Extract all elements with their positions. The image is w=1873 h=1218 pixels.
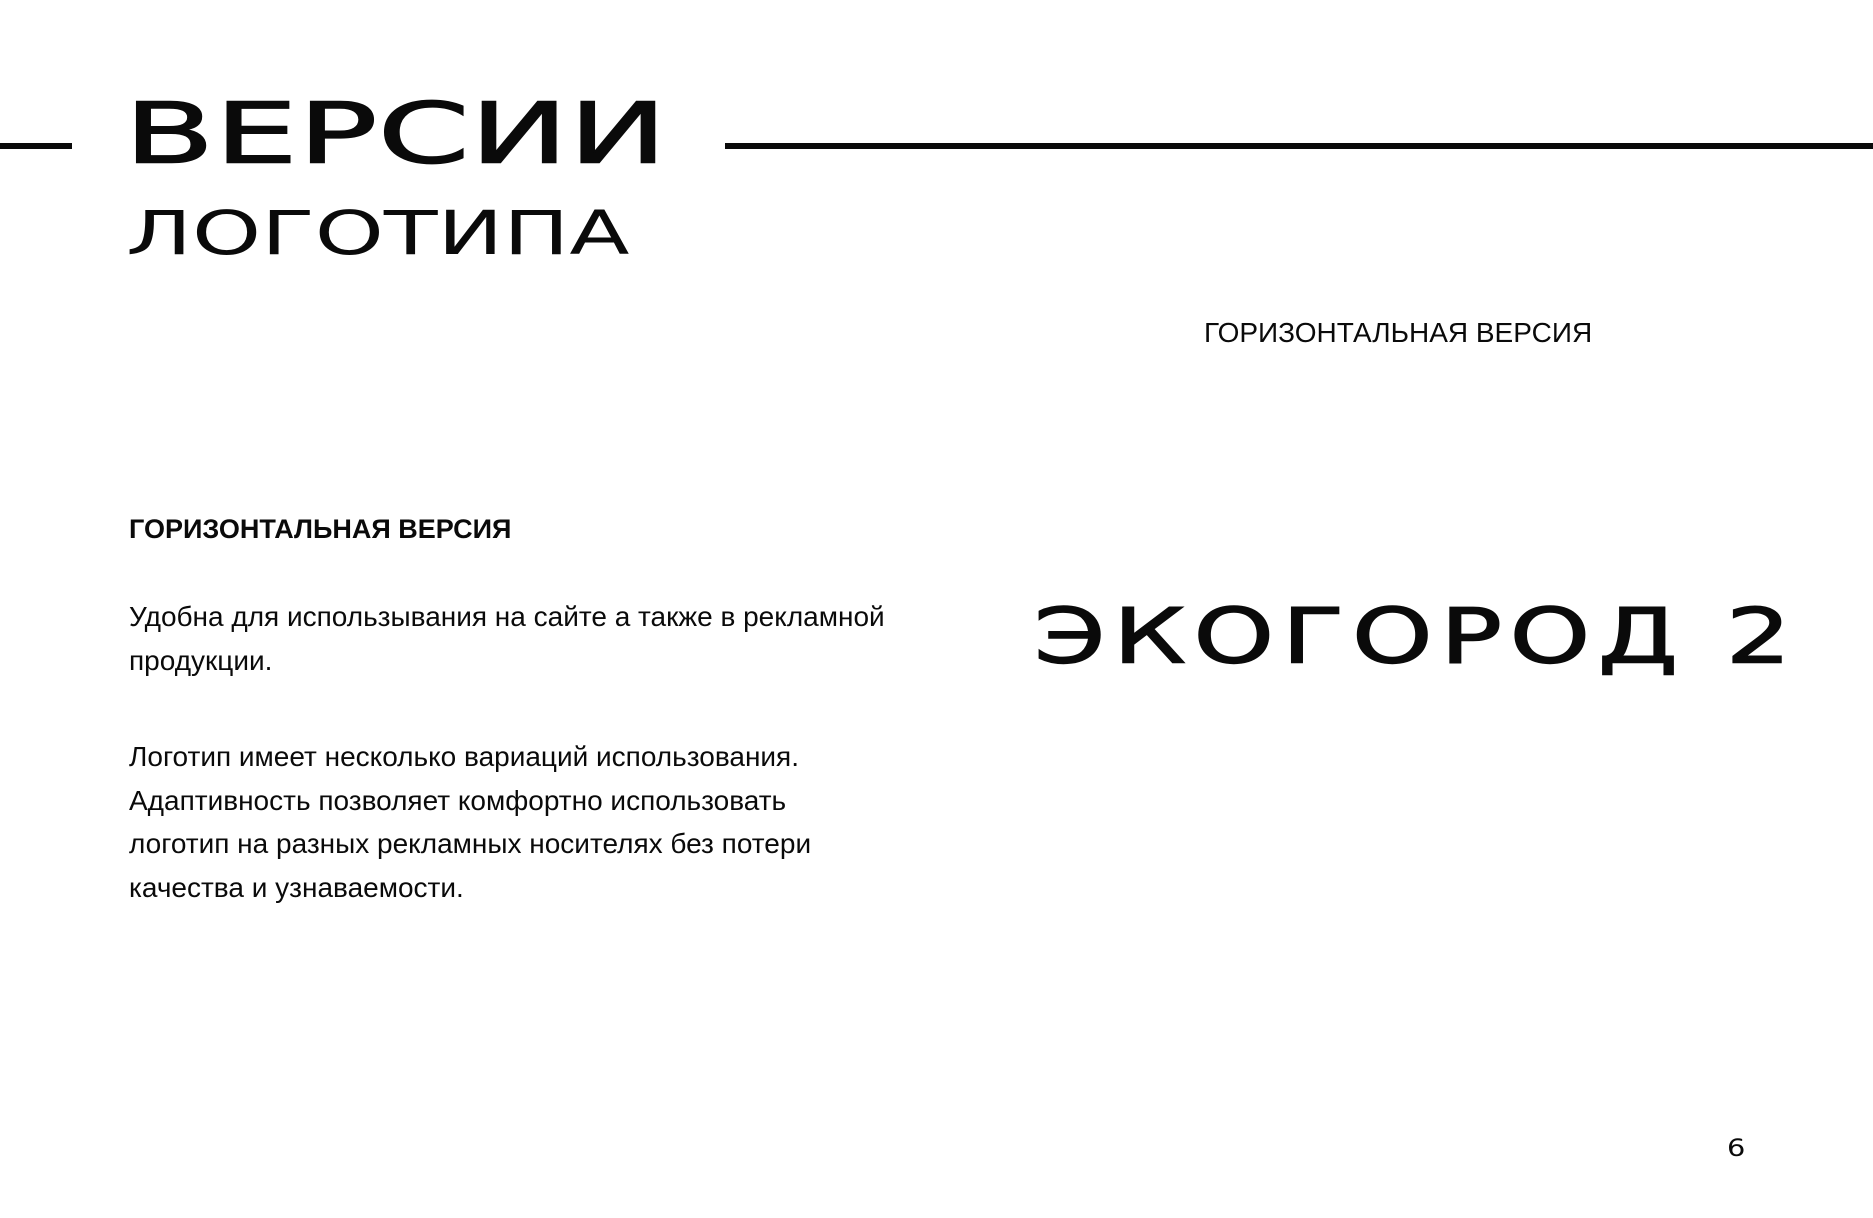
description-paragraph-2: Логотип имеет несколько вариаций использования. Адаптивность позволяет комфортно использовать логотип на разных рекламных носителях без потери качества и узнаваемости. <box>129 741 812 903</box>
page-title: ВЕРСИИ <box>124 84 668 183</box>
description-paragraph-1: Удобна для использывания на сайте а также в рекламной продукции. <box>129 601 885 676</box>
header-rule-right <box>725 143 1873 149</box>
logo-wordmark: ЭКОГОРОД 2 <box>1034 592 1799 681</box>
page-subtitle: ЛОГОТИПА <box>126 197 630 269</box>
section-heading: ГОРИЗОНТАЛЬНАЯ ВЕРСИЯ <box>129 514 512 544</box>
header-rule-left <box>0 143 72 149</box>
logo-caption: ГОРИЗОНТАЛЬНАЯ ВЕРСИЯ <box>1204 317 1593 348</box>
page-number: 6 <box>1727 1134 1746 1162</box>
